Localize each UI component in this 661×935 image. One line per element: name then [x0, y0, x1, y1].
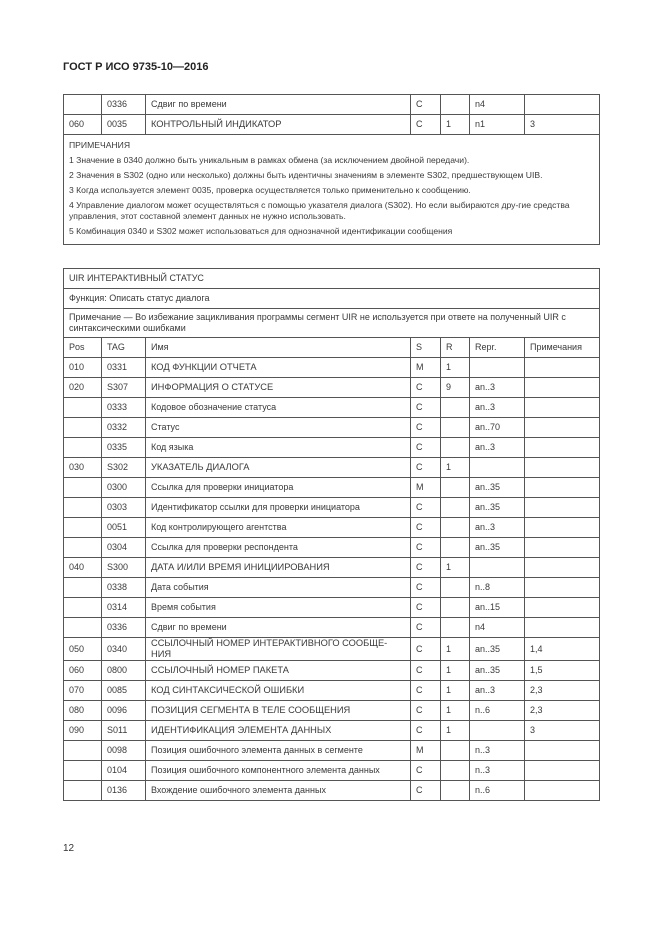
notes-row: [64, 135, 600, 245]
cell-s: C: [411, 558, 441, 578]
cell-repr: an..35: [470, 661, 525, 681]
col-header-tag: TAG: [102, 338, 146, 358]
cell-notes: [525, 478, 600, 498]
cell-r: [441, 518, 470, 538]
segment-table-top: [63, 94, 600, 245]
note-1: 1 Значение в 0340 должно быть уникальным в рамках обмена (за исключением двойной передачи).: [69, 155, 470, 165]
cell-name: Позиция ошибочного элемента данных в сегменте: [146, 741, 411, 761]
cell-tag: 0303: [102, 498, 146, 518]
cell-name: Сдвиг по времени: [146, 618, 411, 638]
cell-tag: 0338: [102, 578, 146, 598]
cell-s: C: [411, 598, 441, 618]
segment-note: Примечание — Во избежание зацикливания программы сегмент UIR не используется при ответе на полученный UIR с синтаксическими ошибками: [64, 309, 600, 338]
cell-notes: [525, 538, 600, 558]
cell-notes: [525, 498, 600, 518]
note-2: 2 Значения в S302 (одно или несколько) должны быть идентичны значениям в элементе S302, предшествующем UIB.: [69, 170, 543, 180]
table-row: [64, 701, 600, 721]
cell-repr: n..6: [470, 781, 525, 801]
cell-repr: an..3: [470, 378, 525, 398]
cell-repr: an..3: [470, 438, 525, 458]
cell-r: 1: [441, 358, 470, 378]
cell-tag: 0051: [102, 518, 146, 538]
cell-tag: 0335: [102, 438, 146, 458]
cell-s: C: [411, 701, 441, 721]
table-row: [64, 781, 600, 801]
table-row: [64, 618, 600, 638]
cell-notes: [525, 518, 600, 538]
cell-repr: [470, 358, 525, 378]
cell-notes: [525, 418, 600, 438]
document-header: ГОСТ Р ИСО 9735-10—2016: [63, 61, 209, 73]
cell-pos: [64, 518, 102, 538]
segment-title: UIR ИНТЕРАКТИВНЫЙ СТАТУС: [64, 269, 600, 289]
cell-r: [441, 781, 470, 801]
cell-notes: 2,3: [525, 701, 600, 721]
cell-s: C: [411, 418, 441, 438]
table-row: [64, 741, 600, 761]
cell-repr: an..35: [470, 498, 525, 518]
cell-pos: 060: [64, 661, 102, 681]
cell-r: [441, 478, 470, 498]
table-row: [64, 115, 600, 135]
table-row: [64, 95, 600, 115]
cell-s: C: [411, 618, 441, 638]
cell-r: 1: [441, 681, 470, 701]
table-row: [64, 438, 600, 458]
cell-name: Кодовое обозначение статуса: [146, 398, 411, 418]
cell-s: M: [411, 741, 441, 761]
cell-pos: [64, 598, 102, 618]
cell-pos: 080: [64, 701, 102, 721]
cell-pos: [64, 438, 102, 458]
page-number: 12: [63, 843, 75, 854]
cell-notes: [525, 781, 600, 801]
cell-tag: 0035: [102, 115, 146, 135]
cell-tag: 0096: [102, 701, 146, 721]
table-row: [64, 761, 600, 781]
cell-notes: [525, 598, 600, 618]
cell-s: C: [411, 498, 441, 518]
cell-pos: [64, 741, 102, 761]
cell-repr: an..35: [470, 538, 525, 558]
cell-r: 1: [441, 638, 470, 661]
cell-tag: S011: [102, 721, 146, 741]
cell-pos: [64, 618, 102, 638]
cell-name: ИНФОРМАЦИЯ О СТАТУСЕ: [146, 378, 411, 398]
cell-notes: [525, 398, 600, 418]
cell-repr: an..35: [470, 478, 525, 498]
cell-repr: an..3: [470, 681, 525, 701]
cell-notes: 3: [525, 721, 600, 741]
cell-notes: 1,4: [525, 638, 600, 661]
cell-name: Ссылка для проверки инициатора: [146, 478, 411, 498]
column-header-row: [64, 338, 600, 358]
cell-pos: [64, 478, 102, 498]
cell-r: [441, 761, 470, 781]
cell-name: ССЫЛОЧНЫЙ НОМЕР ИНТЕРАКТИВНОГО СООБЩЕ-НИЯ: [146, 638, 411, 661]
cell-pos: [64, 418, 102, 438]
cell-s: M: [411, 358, 441, 378]
table-row: [64, 478, 600, 498]
cell-notes: [525, 618, 600, 638]
cell-repr: n..8: [470, 578, 525, 598]
cell-s: C: [411, 761, 441, 781]
cell-r: 1: [441, 458, 470, 478]
cell-pos: [64, 761, 102, 781]
table-row: [64, 398, 600, 418]
cell-repr: n4: [470, 95, 525, 115]
cell-r: 1: [441, 558, 470, 578]
table-row: [64, 661, 600, 681]
cell-r: [441, 598, 470, 618]
cell-s: C: [411, 638, 441, 661]
cell-name: Вхождение ошибочного элемента данных: [146, 781, 411, 801]
segment-function-row: [64, 289, 600, 309]
cell-pos: 090: [64, 721, 102, 741]
cell-r: 1: [441, 701, 470, 721]
col-header-s: S: [411, 338, 441, 358]
cell-s: C: [411, 781, 441, 801]
note-5: 5 Комбинация 0340 и S302 может использоваться для однозначной идентификации сообщения: [69, 226, 453, 236]
cell-name: ССЫЛОЧНЫЙ НОМЕР ПАКЕТА: [146, 661, 411, 681]
cell-name: Дата события: [146, 578, 411, 598]
cell-name: Время события: [146, 598, 411, 618]
table-row: [64, 638, 600, 661]
cell-s: C: [411, 661, 441, 681]
cell-name: ДАТА И/ИЛИ ВРЕМЯ ИНИЦИИРОВАНИЯ: [146, 558, 411, 578]
cell-r: 1: [441, 115, 470, 135]
cell-name: Ссылка для проверки респондента: [146, 538, 411, 558]
cell-pos: 070: [64, 681, 102, 701]
cell-repr: n1: [470, 115, 525, 135]
cell-notes: 2,3: [525, 681, 600, 701]
cell-name: КОД СИНТАКСИЧЕСКОЙ ОШИБКИ: [146, 681, 411, 701]
cell-name: УКАЗАТЕЛЬ ДИАЛОГА: [146, 458, 411, 478]
cell-pos: 040: [64, 558, 102, 578]
cell-name: Статус: [146, 418, 411, 438]
cell-s: M: [411, 478, 441, 498]
cell-r: [441, 398, 470, 418]
cell-tag: 0336: [102, 618, 146, 638]
table-row: [64, 578, 600, 598]
notes-title: ПРИМЕЧАНИЯ: [69, 140, 131, 150]
cell-pos: 020: [64, 378, 102, 398]
table-row: [64, 498, 600, 518]
cell-s: C: [411, 95, 441, 115]
cell-s: C: [411, 438, 441, 458]
cell-tag: 0332: [102, 418, 146, 438]
table-row: [64, 681, 600, 701]
note-3: 3 Когда используется элемент 0035, проверка осуществляется только применительно к сообщению.: [69, 185, 471, 195]
cell-tag: 0340: [102, 638, 146, 661]
cell-repr: n4: [470, 618, 525, 638]
cell-name: Сдвиг по времени: [146, 95, 411, 115]
cell-r: [441, 418, 470, 438]
col-header-notes: Примечания: [525, 338, 600, 358]
cell-s: C: [411, 458, 441, 478]
cell-s: C: [411, 538, 441, 558]
cell-pos: 010: [64, 358, 102, 378]
cell-r: [441, 538, 470, 558]
cell-tag: 0098: [102, 741, 146, 761]
cell-tag: 0300: [102, 478, 146, 498]
cell-name: ПОЗИЦИЯ СЕГМЕНТА В ТЕЛЕ СООБЩЕНИЯ: [146, 701, 411, 721]
cell-notes: [525, 378, 600, 398]
cell-notes: 1,5: [525, 661, 600, 681]
cell-tag: 0104: [102, 761, 146, 781]
cell-pos: 030: [64, 458, 102, 478]
segment-title-row: [64, 269, 600, 289]
table-row: [64, 358, 600, 378]
cell-repr: [470, 721, 525, 741]
uir-segment-table: [63, 268, 600, 801]
cell-notes: [525, 761, 600, 781]
cell-r: 9: [441, 378, 470, 398]
cell-pos: [64, 538, 102, 558]
cell-s: C: [411, 721, 441, 741]
cell-name: КОНТРОЛЬНЫЙ ИНДИКАТОР: [146, 115, 411, 135]
cell-notes: [525, 741, 600, 761]
cell-pos: [64, 398, 102, 418]
cell-name: Код языка: [146, 438, 411, 458]
cell-tag: 0136: [102, 781, 146, 801]
table-row: [64, 598, 600, 618]
cell-r: [441, 438, 470, 458]
cell-r: [441, 741, 470, 761]
cell-tag: 0331: [102, 358, 146, 378]
table-row: [64, 518, 600, 538]
cell-repr: [470, 458, 525, 478]
cell-pos: 060: [64, 115, 102, 135]
segment-note-row: [64, 309, 600, 338]
cell-repr: n..6: [470, 701, 525, 721]
cell-notes: [525, 95, 600, 115]
cell-name: Код контролирующего агентства: [146, 518, 411, 538]
cell-notes: [525, 438, 600, 458]
cell-s: C: [411, 378, 441, 398]
cell-tag: S307: [102, 378, 146, 398]
table-row: [64, 721, 600, 741]
cell-r: [441, 95, 470, 115]
cell-s: C: [411, 115, 441, 135]
table-row: [64, 418, 600, 438]
cell-notes: 3: [525, 115, 600, 135]
cell-name: КОД ФУНКЦИИ ОТЧЕТА: [146, 358, 411, 378]
cell-pos: [64, 95, 102, 115]
col-header-name: Имя: [146, 338, 411, 358]
cell-tag: 0333: [102, 398, 146, 418]
cell-s: C: [411, 578, 441, 598]
cell-r: 1: [441, 661, 470, 681]
cell-tag: S302: [102, 458, 146, 478]
cell-r: 1: [441, 721, 470, 741]
cell-pos: 050: [64, 638, 102, 661]
cell-pos: [64, 781, 102, 801]
note-4: 4 Управление диалогом может осуществляться с помощью указателя диалога (S302). Но если выбираются дру-гие средства управления, этот составной элемент данных не нужно использовать.: [69, 200, 570, 221]
cell-repr: an..35: [470, 638, 525, 661]
cell-tag: 0800: [102, 661, 146, 681]
cell-name: Позиция ошибочного компонентного элемента данных: [146, 761, 411, 781]
col-header-repr: Repr.: [470, 338, 525, 358]
col-header-pos: Pos: [64, 338, 102, 358]
cell-r: [441, 578, 470, 598]
cell-notes: [525, 458, 600, 478]
table-row: [64, 378, 600, 398]
notes-cell: [64, 135, 600, 245]
cell-s: C: [411, 398, 441, 418]
table-row: [64, 538, 600, 558]
table-row: [64, 458, 600, 478]
cell-repr: an..3: [470, 398, 525, 418]
cell-tag: 0336: [102, 95, 146, 115]
cell-r: [441, 618, 470, 638]
cell-repr: an..3: [470, 518, 525, 538]
cell-notes: [525, 358, 600, 378]
cell-repr: an..15: [470, 598, 525, 618]
segment-function: Функция: Описать статус диалога: [64, 289, 600, 309]
cell-notes: [525, 578, 600, 598]
cell-name: ИДЕНТИФИКАЦИЯ ЭЛЕМЕНТА ДАННЫХ: [146, 721, 411, 741]
cell-repr: [470, 558, 525, 578]
cell-tag: 0314: [102, 598, 146, 618]
cell-repr: an..70: [470, 418, 525, 438]
cell-tag: 0304: [102, 538, 146, 558]
cell-repr: n..3: [470, 741, 525, 761]
cell-pos: [64, 578, 102, 598]
col-header-r: R: [441, 338, 470, 358]
cell-s: C: [411, 518, 441, 538]
cell-pos: [64, 498, 102, 518]
cell-notes: [525, 558, 600, 578]
cell-name: Идентификатор ссылки для проверки инициатора: [146, 498, 411, 518]
cell-r: [441, 498, 470, 518]
cell-repr: n..3: [470, 761, 525, 781]
cell-s: C: [411, 681, 441, 701]
table-row: [64, 558, 600, 578]
cell-tag: 0085: [102, 681, 146, 701]
cell-tag: S300: [102, 558, 146, 578]
